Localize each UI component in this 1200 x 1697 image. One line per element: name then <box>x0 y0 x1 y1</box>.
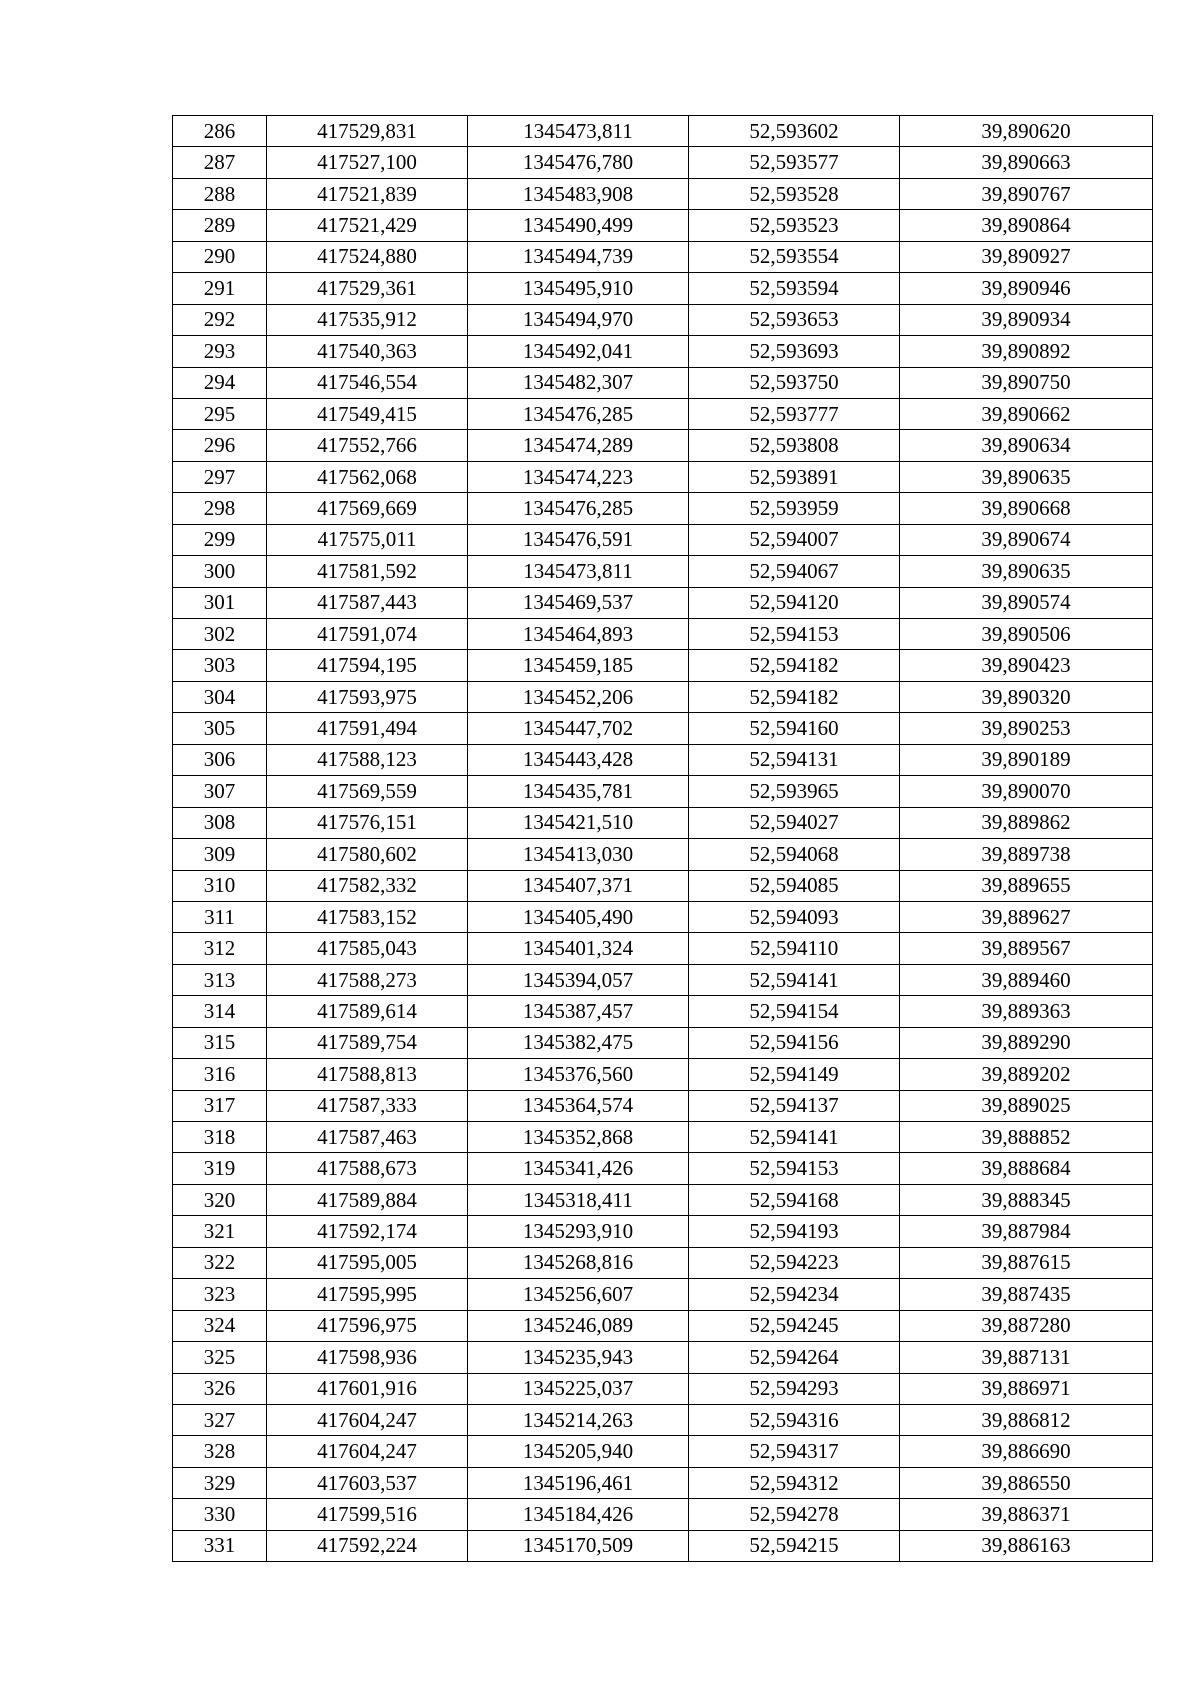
y-coordinate-cell: 1345473,811 <box>468 116 689 147</box>
x-coordinate-cell: 417591,494 <box>267 713 468 744</box>
latitude-cell: 52,594141 <box>689 964 900 995</box>
point-number-cell: 298 <box>173 493 267 524</box>
longitude-cell: 39,890668 <box>900 493 1153 524</box>
table-row <box>173 1184 1153 1215</box>
point-number-cell: 316 <box>173 1059 267 1090</box>
x-coordinate-cell: 417585,043 <box>267 933 468 964</box>
longitude-cell: 39,889363 <box>900 996 1153 1027</box>
y-coordinate-cell: 1345196,461 <box>468 1467 689 1498</box>
longitude-cell: 39,890320 <box>900 681 1153 712</box>
point-number-cell: 314 <box>173 996 267 1027</box>
latitude-cell: 52,594234 <box>689 1279 900 1310</box>
longitude-cell: 39,886812 <box>900 1404 1153 1435</box>
latitude-cell: 52,594068 <box>689 839 900 870</box>
point-number-cell: 315 <box>173 1027 267 1058</box>
y-coordinate-cell: 1345435,781 <box>468 776 689 807</box>
x-coordinate-cell: 417527,100 <box>267 147 468 178</box>
table-row <box>173 1310 1153 1341</box>
table-row <box>173 901 1153 932</box>
point-number-cell: 327 <box>173 1404 267 1435</box>
x-coordinate-cell: 417589,754 <box>267 1027 468 1058</box>
latitude-cell: 52,594110 <box>689 933 900 964</box>
x-coordinate-cell: 417595,005 <box>267 1247 468 1278</box>
latitude-cell: 52,594264 <box>689 1342 900 1373</box>
latitude-cell: 52,593808 <box>689 430 900 461</box>
table-row <box>173 1279 1153 1310</box>
table-row <box>173 744 1153 775</box>
y-coordinate-cell: 1345401,324 <box>468 933 689 964</box>
longitude-cell: 39,888684 <box>900 1153 1153 1184</box>
point-number-cell: 294 <box>173 367 267 398</box>
table-row <box>173 870 1153 901</box>
table-row <box>173 650 1153 681</box>
latitude-cell: 52,594153 <box>689 1153 900 1184</box>
table-row <box>173 367 1153 398</box>
latitude-cell: 52,594168 <box>689 1184 900 1215</box>
y-coordinate-cell: 1345494,739 <box>468 241 689 272</box>
table-row <box>173 1467 1153 1498</box>
x-coordinate-cell: 417598,936 <box>267 1342 468 1373</box>
y-coordinate-cell: 1345214,263 <box>468 1404 689 1435</box>
latitude-cell: 52,594160 <box>689 713 900 744</box>
point-number-cell: 322 <box>173 1247 267 1278</box>
point-number-cell: 304 <box>173 681 267 712</box>
point-number-cell: 320 <box>173 1184 267 1215</box>
point-number-cell: 296 <box>173 430 267 461</box>
point-number-cell: 309 <box>173 839 267 870</box>
x-coordinate-cell: 417592,174 <box>267 1216 468 1247</box>
table-row <box>173 713 1153 744</box>
table-row <box>173 776 1153 807</box>
x-coordinate-cell: 417535,912 <box>267 304 468 335</box>
x-coordinate-cell: 417549,415 <box>267 398 468 429</box>
point-number-cell: 311 <box>173 901 267 932</box>
y-coordinate-cell: 1345246,089 <box>468 1310 689 1341</box>
x-coordinate-cell: 417576,151 <box>267 807 468 838</box>
point-number-cell: 318 <box>173 1122 267 1153</box>
x-coordinate-cell: 417521,839 <box>267 178 468 209</box>
latitude-cell: 52,594067 <box>689 556 900 587</box>
latitude-cell: 52,593750 <box>689 367 900 398</box>
y-coordinate-cell: 1345382,475 <box>468 1027 689 1058</box>
x-coordinate-cell: 417569,559 <box>267 776 468 807</box>
latitude-cell: 52,594278 <box>689 1499 900 1530</box>
y-coordinate-cell: 1345170,509 <box>468 1530 689 1561</box>
point-number-cell: 307 <box>173 776 267 807</box>
point-number-cell: 295 <box>173 398 267 429</box>
x-coordinate-cell: 417588,123 <box>267 744 468 775</box>
x-coordinate-cell: 417524,880 <box>267 241 468 272</box>
y-coordinate-cell: 1345482,307 <box>468 367 689 398</box>
latitude-cell: 52,594137 <box>689 1090 900 1121</box>
y-coordinate-cell: 1345413,030 <box>468 839 689 870</box>
point-number-cell: 302 <box>173 619 267 650</box>
y-coordinate-cell: 1345256,607 <box>468 1279 689 1310</box>
table-row <box>173 461 1153 492</box>
longitude-cell: 39,890662 <box>900 398 1153 429</box>
latitude-cell: 52,594141 <box>689 1122 900 1153</box>
latitude-cell: 52,593959 <box>689 493 900 524</box>
longitude-cell: 39,890574 <box>900 587 1153 618</box>
y-coordinate-cell: 1345225,037 <box>468 1373 689 1404</box>
x-coordinate-cell: 417604,247 <box>267 1436 468 1467</box>
table-row <box>173 398 1153 429</box>
latitude-cell: 52,593965 <box>689 776 900 807</box>
longitude-cell: 39,889862 <box>900 807 1153 838</box>
x-coordinate-cell: 417587,333 <box>267 1090 468 1121</box>
longitude-cell: 39,886371 <box>900 1499 1153 1530</box>
table-row <box>173 807 1153 838</box>
point-number-cell: 292 <box>173 304 267 335</box>
longitude-cell: 39,890506 <box>900 619 1153 650</box>
latitude-cell: 52,594093 <box>689 901 900 932</box>
y-coordinate-cell: 1345205,940 <box>468 1436 689 1467</box>
y-coordinate-cell: 1345476,591 <box>468 524 689 555</box>
x-coordinate-cell: 417529,831 <box>267 116 468 147</box>
x-coordinate-cell: 417581,592 <box>267 556 468 587</box>
latitude-cell: 52,594293 <box>689 1373 900 1404</box>
latitude-cell: 52,594215 <box>689 1530 900 1561</box>
x-coordinate-cell: 417604,247 <box>267 1404 468 1435</box>
longitude-cell: 39,889738 <box>900 839 1153 870</box>
longitude-cell: 39,890767 <box>900 178 1153 209</box>
x-coordinate-cell: 417588,673 <box>267 1153 468 1184</box>
longitude-cell: 39,886550 <box>900 1467 1153 1498</box>
table-row <box>173 1153 1153 1184</box>
longitude-cell: 39,889567 <box>900 933 1153 964</box>
latitude-cell: 52,593653 <box>689 304 900 335</box>
latitude-cell: 52,593528 <box>689 178 900 209</box>
longitude-cell: 39,886971 <box>900 1373 1153 1404</box>
point-number-cell: 301 <box>173 587 267 618</box>
longitude-cell: 39,888852 <box>900 1122 1153 1153</box>
longitude-cell: 39,887280 <box>900 1310 1153 1341</box>
latitude-cell: 52,593693 <box>689 336 900 367</box>
x-coordinate-cell: 417582,332 <box>267 870 468 901</box>
y-coordinate-cell: 1345459,185 <box>468 650 689 681</box>
table-row <box>173 273 1153 304</box>
longitude-cell: 39,890927 <box>900 241 1153 272</box>
table-row <box>173 524 1153 555</box>
y-coordinate-cell: 1345268,816 <box>468 1247 689 1278</box>
longitude-cell: 39,890663 <box>900 147 1153 178</box>
y-coordinate-cell: 1345421,510 <box>468 807 689 838</box>
latitude-cell: 52,594120 <box>689 587 900 618</box>
longitude-cell: 39,890635 <box>900 556 1153 587</box>
table-row <box>173 1090 1153 1121</box>
longitude-cell: 39,887435 <box>900 1279 1153 1310</box>
x-coordinate-cell: 417593,975 <box>267 681 468 712</box>
point-number-cell: 310 <box>173 870 267 901</box>
y-coordinate-cell: 1345476,285 <box>468 398 689 429</box>
latitude-cell: 52,594317 <box>689 1436 900 1467</box>
y-coordinate-cell: 1345495,910 <box>468 273 689 304</box>
longitude-cell: 39,890070 <box>900 776 1153 807</box>
x-coordinate-cell: 417575,011 <box>267 524 468 555</box>
y-coordinate-cell: 1345407,371 <box>468 870 689 901</box>
point-number-cell: 287 <box>173 147 267 178</box>
point-number-cell: 329 <box>173 1467 267 1498</box>
y-coordinate-cell: 1345474,223 <box>468 461 689 492</box>
longitude-cell: 39,886690 <box>900 1436 1153 1467</box>
latitude-cell: 52,593554 <box>689 241 900 272</box>
x-coordinate-cell: 417588,273 <box>267 964 468 995</box>
y-coordinate-cell: 1345447,702 <box>468 713 689 744</box>
x-coordinate-cell: 417595,995 <box>267 1279 468 1310</box>
y-coordinate-cell: 1345387,457 <box>468 996 689 1027</box>
longitude-cell: 39,889202 <box>900 1059 1153 1090</box>
y-coordinate-cell: 1345474,289 <box>468 430 689 461</box>
latitude-cell: 52,593602 <box>689 116 900 147</box>
x-coordinate-cell: 417594,195 <box>267 650 468 681</box>
coordinates-table <box>172 115 1153 1562</box>
point-number-cell: 308 <box>173 807 267 838</box>
point-number-cell: 328 <box>173 1436 267 1467</box>
longitude-cell: 39,888345 <box>900 1184 1153 1215</box>
point-number-cell: 325 <box>173 1342 267 1373</box>
y-coordinate-cell: 1345490,499 <box>468 210 689 241</box>
point-number-cell: 303 <box>173 650 267 681</box>
table-row <box>173 1342 1153 1373</box>
point-number-cell: 290 <box>173 241 267 272</box>
table-row <box>173 996 1153 1027</box>
coordinates-table-body <box>173 116 1153 1562</box>
x-coordinate-cell: 417599,516 <box>267 1499 468 1530</box>
x-coordinate-cell: 417588,813 <box>267 1059 468 1090</box>
latitude-cell: 52,594156 <box>689 1027 900 1058</box>
y-coordinate-cell: 1345476,780 <box>468 147 689 178</box>
table-row <box>173 1436 1153 1467</box>
point-number-cell: 306 <box>173 744 267 775</box>
point-number-cell: 305 <box>173 713 267 744</box>
x-coordinate-cell: 417589,614 <box>267 996 468 1027</box>
latitude-cell: 52,594316 <box>689 1404 900 1435</box>
longitude-cell: 39,890634 <box>900 430 1153 461</box>
x-coordinate-cell: 417592,224 <box>267 1530 468 1561</box>
longitude-cell: 39,890750 <box>900 367 1153 398</box>
point-number-cell: 291 <box>173 273 267 304</box>
table-row <box>173 210 1153 241</box>
point-number-cell: 297 <box>173 461 267 492</box>
point-number-cell: 324 <box>173 1310 267 1341</box>
x-coordinate-cell: 417603,537 <box>267 1467 468 1498</box>
table-row <box>173 304 1153 335</box>
table-row <box>173 1530 1153 1561</box>
table-row <box>173 241 1153 272</box>
longitude-cell: 39,890635 <box>900 461 1153 492</box>
x-coordinate-cell: 417596,975 <box>267 1310 468 1341</box>
y-coordinate-cell: 1345394,057 <box>468 964 689 995</box>
table-row <box>173 619 1153 650</box>
point-number-cell: 288 <box>173 178 267 209</box>
table-row <box>173 1499 1153 1530</box>
latitude-cell: 52,594153 <box>689 619 900 650</box>
table-row <box>173 336 1153 367</box>
x-coordinate-cell: 417529,361 <box>267 273 468 304</box>
latitude-cell: 52,593594 <box>689 273 900 304</box>
table-row <box>173 1059 1153 1090</box>
latitude-cell: 52,593523 <box>689 210 900 241</box>
table-row <box>173 430 1153 461</box>
latitude-cell: 52,594027 <box>689 807 900 838</box>
x-coordinate-cell: 417569,669 <box>267 493 468 524</box>
longitude-cell: 39,887615 <box>900 1247 1153 1278</box>
x-coordinate-cell: 417546,554 <box>267 367 468 398</box>
x-coordinate-cell: 417580,602 <box>267 839 468 870</box>
longitude-cell: 39,887131 <box>900 1342 1153 1373</box>
x-coordinate-cell: 417587,443 <box>267 587 468 618</box>
point-number-cell: 286 <box>173 116 267 147</box>
longitude-cell: 39,889627 <box>900 901 1153 932</box>
y-coordinate-cell: 1345476,285 <box>468 493 689 524</box>
latitude-cell: 52,593577 <box>689 147 900 178</box>
latitude-cell: 52,594182 <box>689 650 900 681</box>
table-row <box>173 1027 1153 1058</box>
table-row <box>173 1216 1153 1247</box>
latitude-cell: 52,594131 <box>689 744 900 775</box>
table-row <box>173 964 1153 995</box>
table-row <box>173 587 1153 618</box>
y-coordinate-cell: 1345376,560 <box>468 1059 689 1090</box>
longitude-cell: 39,889290 <box>900 1027 1153 1058</box>
latitude-cell: 52,593891 <box>689 461 900 492</box>
latitude-cell: 52,594193 <box>689 1216 900 1247</box>
x-coordinate-cell: 417562,068 <box>267 461 468 492</box>
table-row <box>173 116 1153 147</box>
table-row <box>173 178 1153 209</box>
latitude-cell: 52,594312 <box>689 1467 900 1498</box>
y-coordinate-cell: 1345464,893 <box>468 619 689 650</box>
y-coordinate-cell: 1345293,910 <box>468 1216 689 1247</box>
y-coordinate-cell: 1345318,411 <box>468 1184 689 1215</box>
y-coordinate-cell: 1345352,868 <box>468 1122 689 1153</box>
y-coordinate-cell: 1345341,426 <box>468 1153 689 1184</box>
point-number-cell: 326 <box>173 1373 267 1404</box>
point-number-cell: 312 <box>173 933 267 964</box>
table-row <box>173 1122 1153 1153</box>
latitude-cell: 52,594182 <box>689 681 900 712</box>
longitude-cell: 39,889460 <box>900 964 1153 995</box>
y-coordinate-cell: 1345184,426 <box>468 1499 689 1530</box>
y-coordinate-cell: 1345452,206 <box>468 681 689 712</box>
longitude-cell: 39,890946 <box>900 273 1153 304</box>
point-number-cell: 321 <box>173 1216 267 1247</box>
y-coordinate-cell: 1345492,041 <box>468 336 689 367</box>
y-coordinate-cell: 1345405,490 <box>468 901 689 932</box>
latitude-cell: 52,594007 <box>689 524 900 555</box>
point-number-cell: 330 <box>173 1499 267 1530</box>
point-number-cell: 323 <box>173 1279 267 1310</box>
y-coordinate-cell: 1345443,428 <box>468 744 689 775</box>
point-number-cell: 331 <box>173 1530 267 1561</box>
y-coordinate-cell: 1345469,537 <box>468 587 689 618</box>
point-number-cell: 299 <box>173 524 267 555</box>
y-coordinate-cell: 1345364,574 <box>468 1090 689 1121</box>
latitude-cell: 52,594223 <box>689 1247 900 1278</box>
y-coordinate-cell: 1345494,970 <box>468 304 689 335</box>
table-row <box>173 147 1153 178</box>
latitude-cell: 52,594085 <box>689 870 900 901</box>
longitude-cell: 39,886163 <box>900 1530 1153 1561</box>
point-number-cell: 289 <box>173 210 267 241</box>
x-coordinate-cell: 417540,363 <box>267 336 468 367</box>
y-coordinate-cell: 1345483,908 <box>468 178 689 209</box>
longitude-cell: 39,889025 <box>900 1090 1153 1121</box>
longitude-cell: 39,890934 <box>900 304 1153 335</box>
point-number-cell: 300 <box>173 556 267 587</box>
y-coordinate-cell: 1345235,943 <box>468 1342 689 1373</box>
table-row <box>173 1373 1153 1404</box>
x-coordinate-cell: 417587,463 <box>267 1122 468 1153</box>
point-number-cell: 317 <box>173 1090 267 1121</box>
longitude-cell: 39,890189 <box>900 744 1153 775</box>
x-coordinate-cell: 417591,074 <box>267 619 468 650</box>
table-row <box>173 1247 1153 1278</box>
latitude-cell: 52,594154 <box>689 996 900 1027</box>
longitude-cell: 39,889655 <box>900 870 1153 901</box>
point-number-cell: 313 <box>173 964 267 995</box>
latitude-cell: 52,594245 <box>689 1310 900 1341</box>
longitude-cell: 39,890423 <box>900 650 1153 681</box>
x-coordinate-cell: 417552,766 <box>267 430 468 461</box>
table-row <box>173 556 1153 587</box>
longitude-cell: 39,890253 <box>900 713 1153 744</box>
table-row <box>173 493 1153 524</box>
table-row <box>173 1404 1153 1435</box>
longitude-cell: 39,890674 <box>900 524 1153 555</box>
x-coordinate-cell: 417601,916 <box>267 1373 468 1404</box>
longitude-cell: 39,887984 <box>900 1216 1153 1247</box>
longitude-cell: 39,890892 <box>900 336 1153 367</box>
longitude-cell: 39,890864 <box>900 210 1153 241</box>
longitude-cell: 39,890620 <box>900 116 1153 147</box>
table-row <box>173 933 1153 964</box>
table-row <box>173 839 1153 870</box>
table-row <box>173 681 1153 712</box>
point-number-cell: 319 <box>173 1153 267 1184</box>
x-coordinate-cell: 417589,884 <box>267 1184 468 1215</box>
point-number-cell: 293 <box>173 336 267 367</box>
x-coordinate-cell: 417583,152 <box>267 901 468 932</box>
x-coordinate-cell: 417521,429 <box>267 210 468 241</box>
y-coordinate-cell: 1345473,811 <box>468 556 689 587</box>
latitude-cell: 52,594149 <box>689 1059 900 1090</box>
latitude-cell: 52,593777 <box>689 398 900 429</box>
